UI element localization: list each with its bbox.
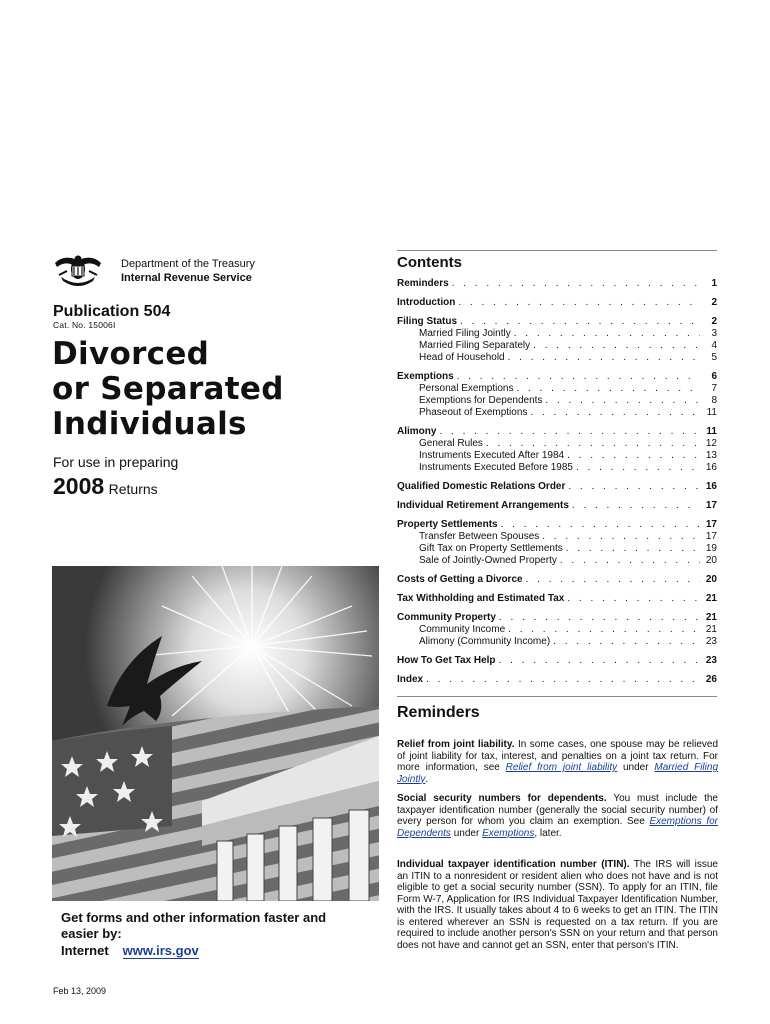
toc-entry-label: Index (397, 674, 424, 685)
toc-spacer (397, 419, 717, 426)
toc-spacer (397, 290, 717, 297)
toc-spacer (397, 309, 717, 316)
toc-leader-dots (458, 297, 700, 309)
toc-entry[interactable] (397, 624, 717, 636)
toc-entry-label: Individual Retirement Arrangements (397, 500, 569, 511)
toc-entry-page: 16 (705, 481, 717, 492)
toc-leader-dots (545, 395, 700, 407)
toc-entry-label: Community Property (397, 612, 496, 623)
toc-entry-page: 6 (711, 371, 717, 382)
toc-leader-dots (542, 531, 700, 543)
contents-heading: Contents (397, 254, 462, 271)
tax-year (53, 473, 158, 500)
irs-website-link[interactable]: www.irs.gov (122, 943, 199, 958)
page-title (52, 337, 284, 442)
toc-entry-label: Exemptions (397, 371, 454, 382)
title-line-1: Divorced (52, 336, 210, 372)
toc-leader-dots (572, 500, 700, 512)
toc-entry-page: 17 (705, 519, 717, 530)
toc-entry-page: 1 (711, 278, 717, 289)
reminders-top-rule (397, 696, 717, 697)
toc-entry-label: Qualified Domestic Relations Order (397, 481, 566, 492)
toc-entry-page: 17 (705, 500, 717, 511)
toc-entry[interactable] (397, 297, 717, 309)
toc-entry-label: General Rules (419, 438, 483, 449)
toc-entry-label: Costs of Getting a Divorce (397, 574, 523, 585)
toc-leader-dots (457, 371, 700, 383)
toc-entry-label: Instruments Executed Before 1985 (419, 462, 573, 473)
toc-entry-page: 13 (705, 450, 717, 461)
toc-entry-page: 7 (711, 383, 717, 394)
toc-spacer (397, 512, 717, 519)
toc-spacer (397, 648, 717, 655)
reminder-text: In some cases, one spouse may be relieved of joint liability for tax, interest, and penalties on a joint tax return. For more information, see (397, 739, 719, 773)
toc-entry[interactable] (397, 500, 717, 512)
toc-entry-label: Filing Status (397, 316, 457, 327)
title-line-3: Individuals (52, 406, 247, 442)
toc-entry-page: 17 (705, 531, 717, 542)
toc-entry-label: How To Get Tax Help (397, 655, 496, 666)
toc-entry-page: 2 (711, 297, 717, 308)
catalog-number: Cat. No. 15006I (53, 320, 116, 330)
toc-entry-label: Alimony (397, 426, 437, 437)
toc-entry-page: 23 (705, 655, 717, 666)
toc-entry[interactable] (397, 574, 717, 586)
toc-leader-dots (553, 636, 700, 648)
toc-leader-dots (568, 481, 700, 493)
toc-entry[interactable] (397, 593, 717, 605)
toc-entry-label: Personal Exemptions (419, 383, 514, 394)
reminder-title: Social security numbers for dependents. (397, 793, 607, 804)
toc-spacer (397, 364, 717, 371)
link-exemptions-for-dependents[interactable]: Exemptions for Dependents (397, 816, 719, 839)
toc-entry-page: 21 (705, 593, 717, 604)
internet-label: Internet (61, 943, 109, 958)
toc-leader-dots (566, 543, 700, 555)
toc-entry-page: 26 (705, 674, 717, 685)
toc-entry-label: Married Filing Separately (419, 340, 531, 351)
toc-leader-dots (517, 383, 701, 395)
toc-leader-dots (508, 624, 700, 636)
publication-date: Feb 13, 2009 (53, 986, 107, 996)
toc-spacer (397, 586, 717, 593)
agency-name: Internal Revenue Service (121, 272, 252, 284)
toc-leader-dots (460, 316, 700, 328)
toc-entry-page: 3 (711, 328, 717, 339)
toc-leader-dots (533, 340, 700, 352)
toc-entry-page: 8 (711, 395, 717, 406)
toc-entry-label: Gift Tax on Property Settlements (419, 543, 563, 554)
toc-entry-page: 21 (705, 612, 717, 623)
toc-entry-page: 19 (705, 543, 717, 554)
toc-entry[interactable] (397, 371, 717, 383)
toc-entry[interactable] (397, 450, 717, 462)
reminder-text: You must include the taxpayer identification number (generally the social security number) of every person for whom you claim an exemption. See (397, 793, 718, 827)
toc-entry-label: Tax Withholding and Estimated Tax (397, 593, 565, 604)
toc-entry[interactable] (397, 674, 717, 686)
toc-leader-dots (426, 674, 700, 686)
toc-entry-page: 21 (705, 624, 717, 635)
toc-entry[interactable] (397, 278, 717, 290)
toc-entry[interactable] (397, 328, 717, 340)
toc-entry-page: 5 (711, 352, 717, 363)
toc-entry-label: Alimony (Community Income) (419, 636, 551, 647)
toc-entry-page: 11 (706, 426, 717, 437)
link-relief-joint-liability[interactable]: Relief from joint liability (505, 762, 618, 773)
table-of-contents (397, 278, 717, 686)
returns-label: Returns (108, 481, 158, 497)
irs-eagle-logo (53, 253, 103, 287)
title-line-2: or Separated (52, 371, 284, 407)
toc-entry[interactable] (397, 407, 717, 419)
toc-entry[interactable] (397, 519, 717, 531)
toc-entry-label: Sale of Jointly-Owned Property (419, 555, 557, 566)
reminder-text: , later. (534, 827, 562, 839)
toc-entry[interactable] (397, 555, 717, 567)
toc-entry[interactable] (397, 426, 717, 438)
toc-entry-page: 4 (711, 340, 717, 351)
toc-leader-dots (514, 328, 700, 340)
reminder-itin (397, 859, 718, 951)
toc-entry-label: Instruments Executed After 1984 (419, 450, 565, 461)
contents-top-rule (397, 250, 717, 251)
reminder-title: Individual taxpayer identification number (ITIN). (397, 859, 630, 870)
toc-entry-page: 2 (711, 316, 717, 327)
toc-entry[interactable] (397, 481, 717, 493)
toc-leader-dots (576, 462, 700, 474)
toc-entry-label: Exemptions for Dependents (419, 395, 543, 406)
reminder-text: under (453, 827, 480, 839)
toc-leader-dots (567, 450, 700, 462)
toc-entry-page: 23 (705, 636, 717, 647)
toc-entry-label: Transfer Between Spouses (419, 531, 540, 542)
toc-entry-page: 16 (705, 462, 717, 473)
toc-leader-dots (508, 352, 700, 364)
toc-leader-dots (567, 593, 700, 605)
toc-entry[interactable] (397, 531, 717, 543)
cover-artwork (52, 566, 379, 901)
toc-entry[interactable] (397, 340, 717, 352)
publication-number: Publication 504 (53, 303, 171, 320)
toc-entry-label: Married Filing Jointly (419, 328, 511, 339)
toc-leader-dots (526, 574, 700, 586)
toc-leader-dots (499, 612, 700, 624)
reminder-text: The IRS will issue an ITIN to a nonresident or resident alien who does not have and is not eligible to get a social security number (SSN). To apply for an ITIN, file Form W-7, Application for IRS Individual Taxpayer Identification Number, with the IRS. It usually takes about 4 to 6 weeks to get an ITIN. The ITIN is entered wherever an SSN is requested on a tax return. If you are required to include another person's SSN on your return and that person does not have and cannot get an SSN, enter that person's ITIN. (397, 859, 718, 951)
for-use-text: For use in preparing (53, 454, 179, 470)
toc-leader-dots (499, 655, 700, 667)
toc-entry-label: Property Settlements (397, 519, 498, 530)
toc-spacer (397, 493, 717, 500)
reminder-joint-liability: Relief from joint liability. In some cases, one spouse may be relieved of joint liability for tax, interest, and penalties on a joint tax return. For more information, see Relief from joint liability under Married Filing Jointly. (397, 739, 719, 785)
toc-entry[interactable] (397, 543, 717, 555)
toc-spacer (397, 605, 717, 612)
toc-leader-dots (530, 407, 700, 419)
dept-name: Department of the Treasury (121, 258, 255, 270)
toc-leader-dots (439, 426, 700, 438)
reminder-ssn-dependents (397, 793, 718, 839)
toc-entry[interactable] (397, 462, 717, 474)
internet-line (61, 943, 199, 958)
toc-entry-page: 11 (706, 407, 717, 418)
year-number: 2008 (53, 473, 105, 499)
toc-entry[interactable] (397, 438, 717, 450)
toc-entry[interactable] (397, 352, 717, 364)
toc-entry[interactable] (397, 612, 717, 624)
toc-leader-dots (452, 278, 700, 290)
toc-entry-label: Phaseout of Exemptions (419, 407, 528, 418)
toc-leader-dots (486, 438, 700, 450)
reminder-title: Relief from joint liability. (397, 739, 515, 750)
toc-entry-label: Reminders (397, 278, 449, 289)
get-forms-text: Get forms and other information faster and easier by: (61, 910, 327, 941)
toc-entry[interactable] (397, 395, 717, 407)
toc-entry-label: Community Income (419, 624, 506, 635)
toc-leader-dots (560, 555, 700, 567)
toc-spacer (397, 667, 717, 674)
toc-leader-dots (501, 519, 700, 531)
toc-entry[interactable] (397, 655, 717, 667)
toc-entry[interactable] (397, 316, 717, 328)
toc-spacer (397, 567, 717, 574)
get-forms-box (53, 903, 379, 966)
toc-entry-label: Introduction (397, 297, 456, 308)
reminder-text: under (622, 762, 649, 773)
toc-spacer (397, 474, 717, 481)
toc-entry-page: 20 (705, 555, 717, 566)
toc-entry-page: 12 (705, 438, 717, 449)
toc-entry-label: Head of Household (419, 352, 505, 363)
reminders-heading: Reminders (397, 704, 480, 721)
link-married-filing-jointly[interactable]: Married Filing Jointly (397, 762, 719, 785)
toc-entry[interactable] (397, 383, 717, 395)
toc-entry-page: 20 (705, 574, 717, 585)
toc-entry[interactable] (397, 636, 717, 648)
agency-header (121, 257, 255, 285)
link-exemptions[interactable]: Exemptions (482, 827, 535, 839)
